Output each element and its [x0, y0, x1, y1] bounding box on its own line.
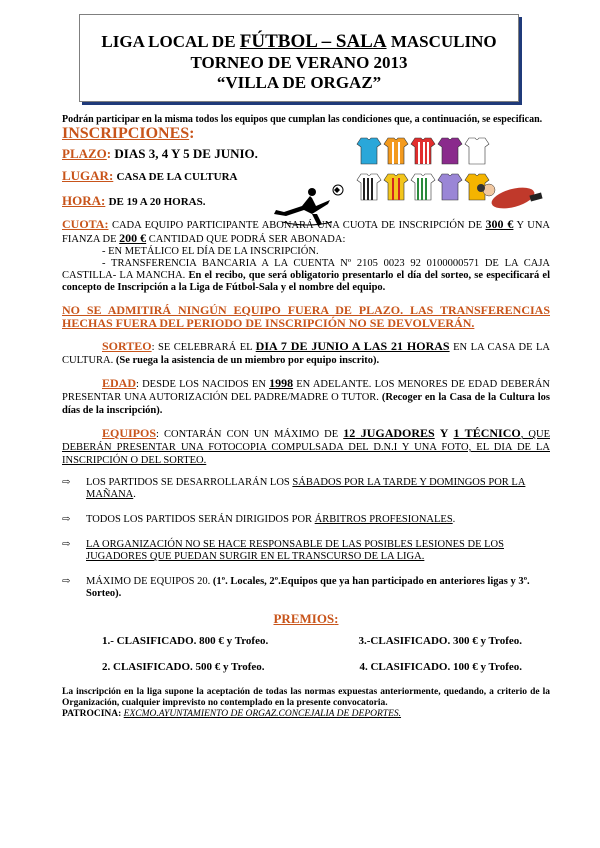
intro-text: Podrán participar en la misma todos los equipos que cumplan las condiciones que, a continuación, se especifican.	[62, 114, 543, 125]
arrow-icon: ⇨	[62, 576, 71, 587]
title-line-3: “VILLA DE ORGAZ”	[216, 73, 382, 92]
list-item: ⇨ TODOS LOS PARTIDOS SERÁN DIRIGIDOS POR ÁRBITROS PROFESIONALES.	[62, 514, 456, 525]
footer-text: La inscripción en la liga supone la aceptación de todas las normas expuestas anteriormente, quedando, a criterio de la Organización, cualquier imprevisto no contemplado en la presente convocatoria. PATROCINA: EXCMO.AYUNTAMIENTO DE ORGAZ.CONCEJALIA DE DEPORTES.	[62, 687, 550, 719]
sponsor-line: PATROCINA: EXCMO.AYUNTAMIENTO DE ORGAZ.CONCEJALIA DE DEPORTES.	[62, 709, 402, 719]
prize-1: 1.- CLASIFICADO. 800 € y Trofeo.	[102, 635, 269, 647]
arrow-icon: ⇨	[62, 539, 71, 550]
title-line-2: TORNEO DE VERANO 2013	[190, 53, 408, 72]
document-body	[62, 114, 550, 720]
rules-list	[62, 477, 550, 600]
list-item: ⇨ LA ORGANIZACIÓN NO SE HACE RESPONSABLE DE LAS POSIBLES LESIONES DE LOS JUGADORES QUE PUEDAN SURGIR EN EL TRANSCURSO DE LA LIGA.	[62, 539, 504, 562]
section-plazo: PLAZO: DIAS 3, 4 Y 5 DE JUNIO.	[62, 146, 258, 161]
title-box	[79, 14, 519, 102]
cuota-option-transfer: - TRANSFERENCIA BANCARIA A LA CUENTA Nº 2105 0023 92 0100000571 DE LA CAJA CASTILLA- LA MANCHA. En el recibo, que será obligatorio presentarlo el día del sorteo, se especificará el concepto de Inscripción a la Liga de Fútbol-Sala y el nombre del equipo.	[62, 258, 550, 293]
section-cuota: CUOTA: CADA EQUIPO PARTICIPANTE ABONARÁ UNA CUOTA DE INSCRIPCIÓN DE 300 € Y UNA FIANZA DE 200 € CANTIDAD QUE PODRÁ SER ABONADA:	[62, 217, 550, 245]
prize-row-2	[102, 661, 522, 673]
title-sport: FÚTBOL – SALA	[239, 31, 387, 52]
cuota-option-cash: - EN METÁLICO EL DÍA DE LA INSCRIPCIÓN.	[102, 246, 319, 257]
prize-row-1	[102, 635, 522, 647]
section-sorteo: SORTEO: SE CELEBRARÁ EL DIA 7 DE JUNIO A LAS 21 HORAS EN LA CASA DE LA CULTURA. (Se ruega la asistencia de un miembro por equipo inscrito).	[62, 339, 550, 366]
section-lugar: LUGAR: CASA DE LA CULTURA	[62, 168, 238, 183]
section-hora: HORA: DE 19 A 20 HORAS.	[62, 193, 206, 208]
list-item: ⇨ MÁXIMO DE EQUIPOS 20. (1º. Locales, 2º.Equipos que ya han participado en anteriores ligas y 3º. Sorteo).	[62, 576, 530, 599]
section-equipos: EQUIPOS: CONTARÁN CON UN MÁXIMO DE 12 JUGADORES Y 1 TÉCNICO, QUE DEBERÁN PRESENTAR UNA FOTOCOPIA COMPULSADA DEL D.N.I Y UNA FOTO, EL DIA DE LA INSCRIPCIÓN O DEL SORTEO.	[62, 426, 550, 466]
section-inscripciones: INSCRIPCIONES:	[62, 125, 195, 142]
title-line-1: LIGA LOCAL DE FÚTBOL – SALA MASCULINO	[101, 31, 497, 52]
prize-4: 4. CLASIFICADO. 100 € y Trofeo.	[359, 661, 522, 673]
arrow-icon: ⇨	[62, 477, 71, 488]
list-item: ⇨ LOS PARTIDOS SE DESARROLLARÁN LOS SÁBADOS POR LA TARDE Y DOMINGOS POR LA MAÑANA.	[62, 477, 526, 500]
prize-3: 3.-CLASIFICADO. 300 € y Trofeo.	[358, 635, 522, 647]
warning-text: NO SE ADMITIRÁ NINGÚN EQUIPO FUERA DE PLAZO. LAS TRANSFERENCIAS HECHAS FUERA DEL PERIODO DE INSCRIPCIÓN NO SE DEVOLVERÁN.	[62, 303, 550, 330]
prize-2: 2. CLASIFICADO. 500 € y Trofeo.	[102, 661, 265, 673]
arrow-icon: ⇨	[62, 514, 71, 525]
premios-title: PREMIOS:	[273, 611, 339, 626]
section-edad: EDAD: DESDE LOS NACIDOS EN 1998 EN ADELANTE. LOS MENORES DE EDAD DEBERÁN PRESENTAR UNA AUTORIZACIÓN DEL PADRE/MADRE O TUTOR. (Recoger en la Casa de la Cultura los días de la inscripción).	[62, 376, 550, 416]
